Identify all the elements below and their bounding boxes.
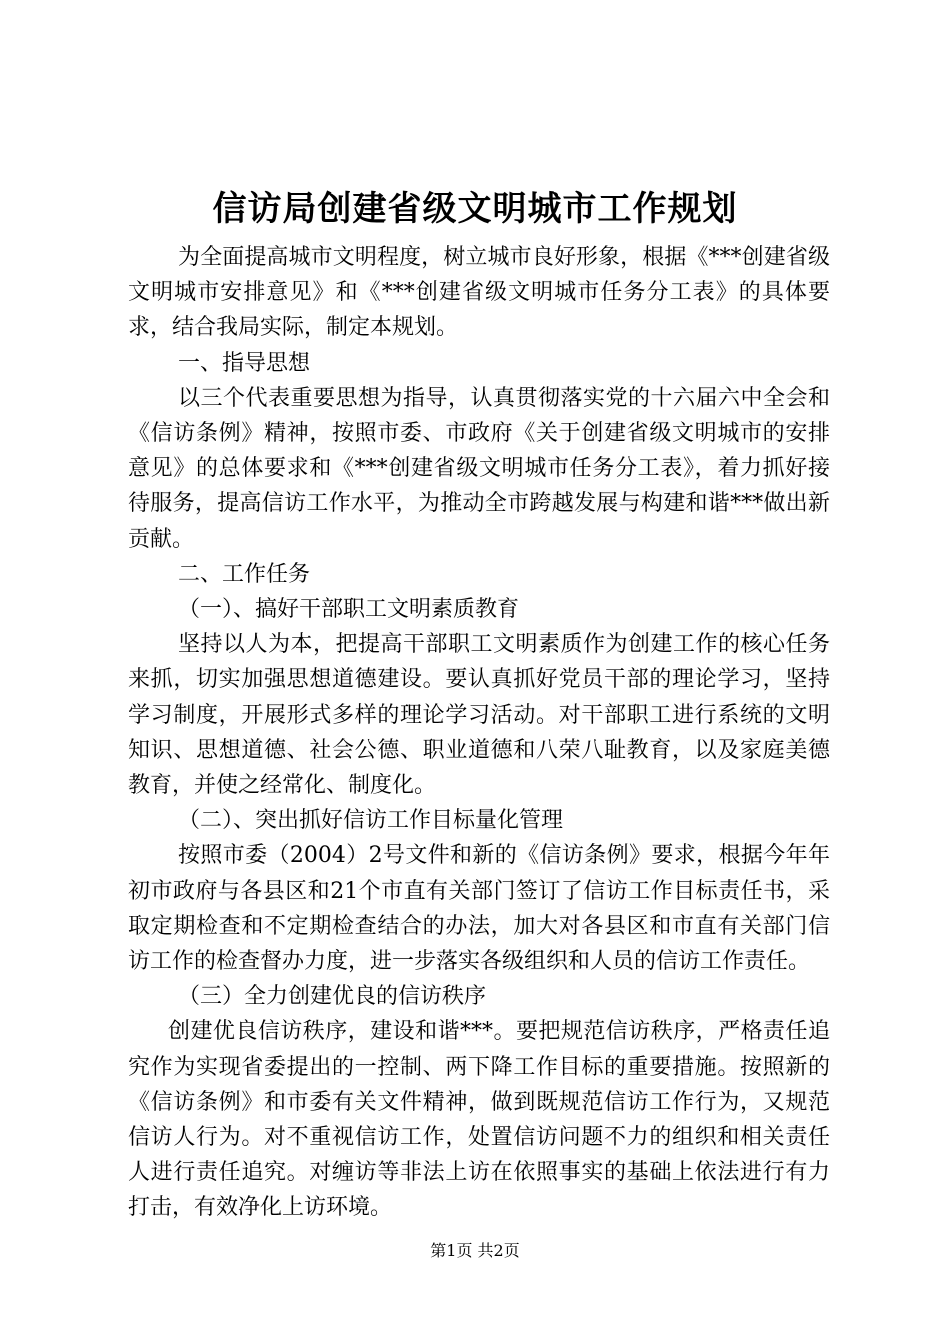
intro-paragraph: 为全面提高城市文明程度，树立城市良好形象，根据《***创建省级文明城市安排意见》和《***创建省级文明城市任务分工表》的具体要求，结合我局实际，制定本规划。	[128, 245, 830, 341]
section-heading-work-tasks: 二、工作任务	[178, 561, 311, 587]
task-2-paragraph: 按照市委（2004）2号文件和新的《信访条例》要求，根据今年年初市政府与各县区和21个市直有关部门签订了信访工作目标责任书，采取定期检查和不定期检查结合的办法，加大对各县区和市直有关部门信访工作的检查督办力度，进一步落实各级组织和人员的信访工作责任。	[128, 843, 830, 975]
page-number-footer: 第1页 共2页	[430, 1241, 520, 1260]
document-title: 信访局创建省级文明城市工作规划	[212, 189, 738, 229]
subheading-task-2: （二）、突出抓好信访工作目标量化管理	[178, 808, 564, 834]
document-body	[128, 240, 830, 1226]
subheading-task-3: （三）全力创建优良的信访秩序	[178, 984, 487, 1010]
subheading-task-1: （一）、搞好干部职工文明素质教育	[178, 597, 520, 623]
task-3-paragraph: 创建优良信访秩序，建设和谐***。要把规范信访秩序，严格责任追究作为实现省委提出的一控制、两下降工作目标的重要措施。按照新的《信访条例》和市委有关文件精神，做到既规范信访工作行为，又规范信访人行为。对不重视信访工作，处置信访问题不力的组织和相关责任人进行责任追究。对缠访等非法上访在依照事实的基础上依法进行有力打击，有效净化上访环境。	[128, 1019, 830, 1221]
guiding-ideology-paragraph: 以三个代表重要思想为指导，认真贯彻落实党的十六届六中全会和《信访条例》精神，按照市委、市政府《关于创建省级文明城市的安排意见》的总体要求和《***创建省级文明城市任务分工表》，着力抓好接待服务，提高信访工作水平，为推动全市跨越发展与构建和谐***做出新贡献。	[128, 385, 830, 552]
section-heading-guiding-ideology: 一、指导思想	[178, 350, 311, 376]
task-1-paragraph: 坚持以人为本，把提高干部职工文明素质作为创建工作的核心任务来抓，切实加强思想道德建设。要认真抓好党员干部的理论学习，坚持学习制度，开展形式多样的理论学习活动。对干部职工进行系统的文明知识、思想道德、社会公德、职业道德和八荣八耻教育，以及家庭美德教育，并使之经常化、制度化。	[128, 632, 830, 799]
